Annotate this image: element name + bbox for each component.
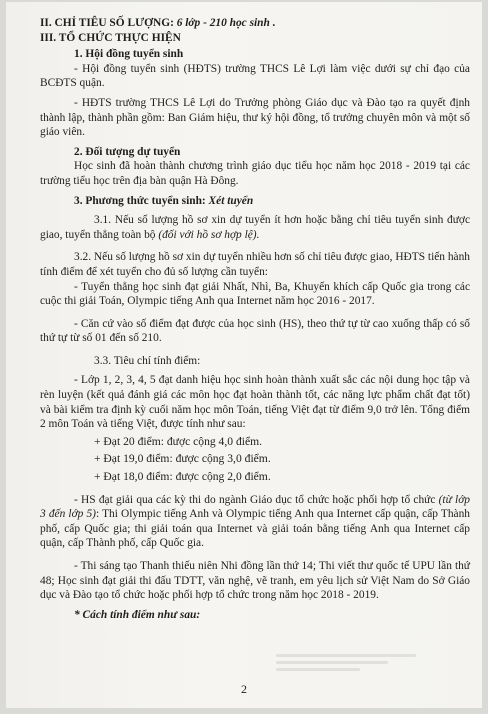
para-3-3-b-note: (từ lớp 3 đến lớp 5) [40,493,470,521]
para-3-3-a: - Lớp 1, 2, 3, 4, 5 đạt danh hiệu học sinh hoàn thành xuất sắc các nội dung học tập và rèn luyện (kết quả đánh giá các môn học đạt hoàn thành tốt, các năng lực phẩm chất đạt tốt) và bài kiểm tra định kỳ cuối năm học môn Toán, tiếng Việt đạt từ điểm 9,0 trở lên. Tổng điểm 2 môn Toán và tiếng Việt, được tính như sau: [40,374,470,431]
bleed-through-marks [276,650,416,680]
subsection-2-title: 2. Đối tượng dự tuyển [74,145,181,158]
para-3-3-b-text: - HS đạt giải qua các kỳ thi do ngành Giáo dục tổ chức hoặc phối hợp tổ chức [74,493,439,506]
para-3-1-text: 3.1. Nếu số lượng hồ sơ xin dự tuyển ít hơn hoặc bằng chỉ tiêu tuyển sinh được giao, tuyển thẳng toàn bộ [40,214,470,241]
para-3-2-b: - Căn cứ vào số điểm đạt được của học sinh (HS), theo thứ tự từ cao xuống thấp có số thứ tự từ số 01 đến số 210. [40,317,470,345]
para-3-3: 3.3. Tiêu chí tính điểm: [94,354,201,367]
subsection-3-method: Xét tuyển [208,194,254,207]
para-3-3-c: - Thi sáng tạo Thanh thiếu niên Nhi đồng lần thứ 14; Thi viết thư quốc tế UPU lần thứ 48; Học sinh đạt giải thi đấu TDTT, văn nghệ, vẽ tranh, em yêu lịch sử Việt Nam do Sở Giáo dục và Đào tạo tổ chức hoặc phối hợp tổ chức trong năm học 2018 - 2019. [40,560,470,602]
scoring-method-heading: * Cách tính điểm như sau: [74,608,201,621]
subsection-3-title-text: 3. Phương thức tuyển sinh: [74,194,209,207]
score-rule-3: + Đạt 18,0 điểm: được cộng 2,0 điểm. [94,470,271,484]
para-3-3-b-rest: : Thi Olympic tiếng Anh và Olympic tiếng Anh qua Internet cấp quận, cấp Thành phố, cấp Quốc gia; thi giải toán qua Internet và giải toán bằng tiếng Anh qua Internet cấp quận, cấp Thành phố, cấp Quốc gia. [40,508,470,550]
para-3-1-note: (đối với hồ sơ hợp lệ). [158,228,260,241]
section-3-heading: III. TỔ CHỨC THỰC HIỆN [40,31,181,44]
subsection-1-title: 1. Hội đồng tuyển sinh [74,48,184,61]
subsection-1-para-1: - Hội đồng tuyển sinh (HĐTS) trường THCS Lê Lợi làm việc dưới sự chỉ đạo của BCĐTS quận. [40,62,470,90]
document-body [40,16,470,622]
section-2-title: II. CHỈ TIÊU SỐ LƯỢNG: [40,17,177,29]
para-3-2: 3.2. Nếu số lượng hồ sơ xin dự tuyển nhiều hơn số chỉ tiêu được giao, HĐTS tiến hành tính điểm để xét tuyển cho đủ số lượng cần tuyển: [40,251,470,278]
page-number: 2 [241,682,247,696]
section-2-value: 6 lớp - 210 học sinh . [176,17,276,29]
document-page [6,2,482,708]
para-3-2-a: - Tuyển thẳng học sinh đạt giải Nhất, Nhì, Ba, Khuyến khích cấp Quốc gia trong các cuộc thi giải Toán, Olympic tiếng Anh qua Internet năm học 2016 - 2017. [40,280,470,308]
para-3-1 [40,213,470,242]
section-2-heading [40,16,470,31]
para-3-3-b [40,493,470,551]
subsection-3-title [40,194,470,209]
score-rule-2: + Đạt 19,0 điểm: được cộng 3,0 điểm. [94,452,271,466]
subsection-1-para-2: - HĐTS trường THCS Lê Lợi do Trưởng phòng Giáo dục và Đào tạo ra quyết định thành lập, thành phần gồm: Ban Giám hiệu, thư ký hội đồng, tổ trưởng chuyên môn và một số giáo viên. [40,96,470,139]
score-rule-1: + Đạt 20 điểm: được cộng 4,0 điểm. [94,434,263,448]
subsection-2-para-1: Học sinh đã hoàn thành chương trình giáo dục tiểu học năm học 2018 - 2019 tại các trường tiểu học trên địa bàn quận Hà Đông. [40,160,470,187]
